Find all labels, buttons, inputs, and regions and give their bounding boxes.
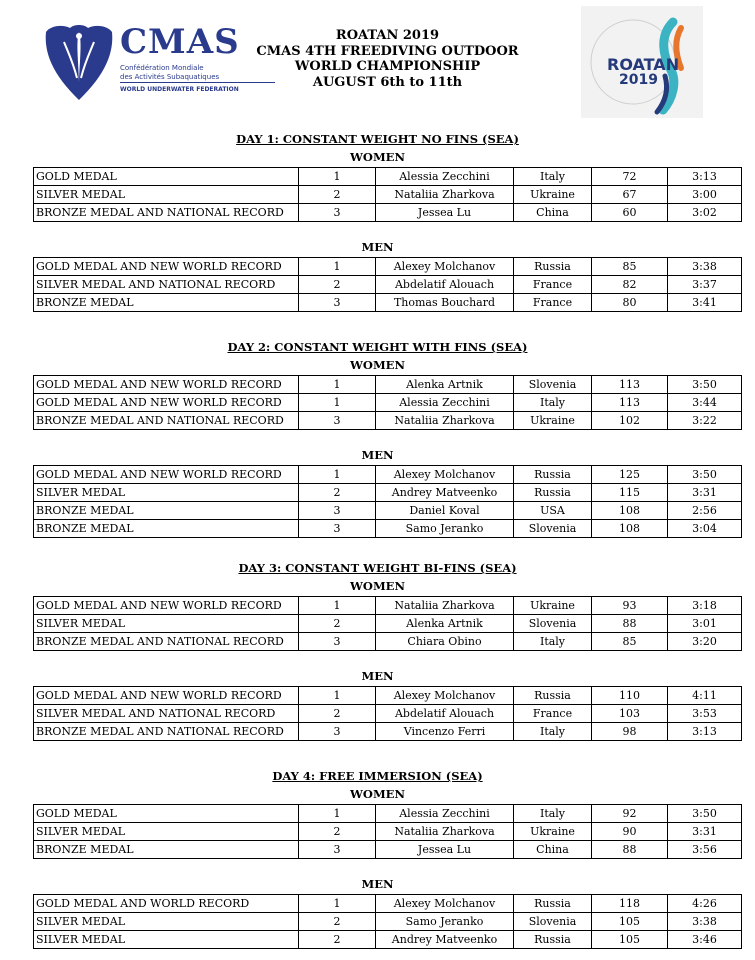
depth-cell: 80 [592,294,668,312]
athlete-cell: Abdelatif Alouach [376,276,514,294]
athlete-cell: Chiara Obino [376,633,514,651]
rank-cell: 3 [299,412,376,430]
event-title-line: AUGUST 6th to 11th [312,74,463,90]
medal-cell: GOLD MEDAL AND NEW WORLD RECORD [34,376,299,394]
country-cell: France [514,705,592,723]
rank-cell: 2 [299,276,376,294]
athlete-cell: Jessea Lu [376,841,514,859]
depth-cell: 72 [592,168,668,186]
results-table [33,894,742,949]
roatan-name: ROATAN [607,55,680,74]
time-cell: 3:53 [668,705,742,723]
category-title: MEN [361,448,394,462]
country-cell: Ukraine [514,186,592,204]
event-title-line: ROATAN 2019 [335,28,440,43]
rank-cell: 1 [299,466,376,484]
rank-cell: 2 [299,823,376,841]
medal-cell: GOLD MEDAL [34,168,299,186]
rank-cell: 3 [299,502,376,520]
table-row [34,687,742,705]
table-row [34,841,742,859]
country-cell: Ukraine [514,823,592,841]
depth-cell: 105 [592,931,668,949]
rank-cell: 1 [299,895,376,913]
depth-cell: 85 [592,258,668,276]
cmas-name-line-1: Confédération Mondiale [120,64,204,72]
time-cell: 3:50 [668,466,742,484]
rank-cell: 2 [299,615,376,633]
table-row [34,931,742,949]
results-table [33,686,742,741]
athlete-cell: Alessia Zecchini [376,805,514,823]
depth-cell: 90 [592,823,668,841]
results-table [33,167,742,222]
table-row [34,294,742,312]
medal-cell: BRONZE MEDAL [34,502,299,520]
time-cell: 3:44 [668,394,742,412]
athlete-cell: Nataliia Zharkova [376,823,514,841]
depth-cell: 113 [592,376,668,394]
medal-cell: BRONZE MEDAL [34,520,299,538]
time-cell: 3:50 [668,376,742,394]
time-cell: 3:20 [668,633,742,651]
page-header [0,0,755,122]
day-title: DAY 1: CONSTANT WEIGHT NO FINS (SEA) [236,132,519,146]
cmas-emblem-icon [40,22,118,102]
depth-cell: 60 [592,204,668,222]
country-cell: Ukraine [514,412,592,430]
athlete-cell: Alenka Artnik [376,615,514,633]
rank-cell: 1 [299,805,376,823]
table-row [34,168,742,186]
table-row [34,204,742,222]
cmas-name-line-3: WORLD UNDERWATER FEDERATION [120,86,239,93]
athlete-cell: Andrey Matveenko [376,484,514,502]
time-cell: 3:02 [668,204,742,222]
country-cell: Ukraine [514,597,592,615]
depth-cell: 93 [592,597,668,615]
medal-cell: BRONZE MEDAL AND NATIONAL RECORD [34,633,299,651]
athlete-cell: Thomas Bouchard [376,294,514,312]
medal-cell: BRONZE MEDAL [34,294,299,312]
country-cell: Slovenia [514,913,592,931]
cmas-acronym: CMAS [120,22,240,62]
table-row [34,502,742,520]
country-cell: Russia [514,484,592,502]
depth-cell: 108 [592,520,668,538]
cmas-logo [40,22,245,102]
table-row [34,258,742,276]
time-cell: 3:31 [668,484,742,502]
depth-cell: 115 [592,484,668,502]
results-table [33,804,742,859]
time-cell: 3:13 [668,168,742,186]
country-cell: Russia [514,687,592,705]
athlete-cell: Daniel Koval [376,502,514,520]
category-title: WOMEN [350,787,405,801]
athlete-cell: Alexey Molchanov [376,895,514,913]
athlete-cell: Alessia Zecchini [376,168,514,186]
table-row [34,895,742,913]
athlete-cell: Jessea Lu [376,204,514,222]
depth-cell: 105 [592,913,668,931]
table-row [34,186,742,204]
rank-cell: 3 [299,841,376,859]
time-cell: 3:46 [668,931,742,949]
rank-cell: 2 [299,913,376,931]
country-cell: France [514,294,592,312]
rank-cell: 1 [299,258,376,276]
rank-cell: 1 [299,394,376,412]
category-title: MEN [361,877,394,891]
country-cell: Russia [514,895,592,913]
athlete-cell: Abdelatif Alouach [376,705,514,723]
athlete-cell: Alessia Zecchini [376,394,514,412]
country-cell: Russia [514,931,592,949]
depth-cell: 67 [592,186,668,204]
table-row [34,633,742,651]
roatan-year: 2019 [619,72,658,88]
medal-cell: GOLD MEDAL AND NEW WORLD RECORD [34,687,299,705]
rank-cell: 3 [299,294,376,312]
depth-cell: 92 [592,805,668,823]
time-cell: 2:56 [668,502,742,520]
rank-cell: 1 [299,168,376,186]
time-cell: 3:38 [668,913,742,931]
athlete-cell: Alexey Molchanov [376,258,514,276]
depth-cell: 108 [592,502,668,520]
country-cell: Italy [514,394,592,412]
depth-cell: 125 [592,466,668,484]
country-cell: Russia [514,258,592,276]
medal-cell: SILVER MEDAL [34,823,299,841]
country-cell: Slovenia [514,520,592,538]
medal-cell: GOLD MEDAL AND WORLD RECORD [34,895,299,913]
medal-cell: SILVER MEDAL [34,615,299,633]
country-cell: Slovenia [514,376,592,394]
rank-cell: 3 [299,723,376,741]
cmas-divider [120,82,275,83]
roatan-wordmark [607,56,679,88]
category-title: WOMEN [350,358,405,372]
athlete-cell: Alexey Molchanov [376,687,514,705]
table-row [34,484,742,502]
medal-cell: BRONZE MEDAL AND NATIONAL RECORD [34,412,299,430]
depth-cell: 85 [592,633,668,651]
medal-cell: SILVER MEDAL AND NATIONAL RECORD [34,705,299,723]
rank-cell: 1 [299,687,376,705]
country-cell: Russia [514,466,592,484]
depth-cell: 110 [592,687,668,705]
category-title: MEN [361,669,394,683]
medal-cell: GOLD MEDAL [34,805,299,823]
depth-cell: 82 [592,276,668,294]
table-row [34,615,742,633]
table-row [34,823,742,841]
event-title-line: CMAS 4TH FREEDIVING OUTDOOR [256,43,519,59]
medal-cell: BRONZE MEDAL AND NATIONAL RECORD [34,723,299,741]
rank-cell: 2 [299,931,376,949]
medal-cell: BRONZE MEDAL AND NATIONAL RECORD [34,204,299,222]
country-cell: Italy [514,723,592,741]
rank-cell: 1 [299,376,376,394]
depth-cell: 98 [592,723,668,741]
day-title: DAY 3: CONSTANT WEIGHT BI-FINS (SEA) [238,561,517,575]
medal-cell: GOLD MEDAL AND NEW WORLD RECORD [34,258,299,276]
medal-cell: GOLD MEDAL AND NEW WORLD RECORD [34,597,299,615]
athlete-cell: Alenka Artnik [376,376,514,394]
rank-cell: 3 [299,204,376,222]
results-table [33,257,742,312]
event-title [255,28,520,90]
time-cell: 3:01 [668,615,742,633]
time-cell: 3:31 [668,823,742,841]
table-row [34,913,742,931]
event-title-line: WORLD CHAMPIONSHIP [294,59,481,74]
athlete-cell: Nataliia Zharkova [376,412,514,430]
depth-cell: 113 [592,394,668,412]
medal-cell: SILVER MEDAL [34,484,299,502]
table-row [34,805,742,823]
results-table [33,596,742,651]
depth-cell: 88 [592,841,668,859]
athlete-cell: Vincenzo Ferri [376,723,514,741]
medal-cell: GOLD MEDAL AND NEW WORLD RECORD [34,394,299,412]
rank-cell: 2 [299,705,376,723]
rank-cell: 3 [299,520,376,538]
time-cell: 3:04 [668,520,742,538]
athlete-cell: Nataliia Zharkova [376,597,514,615]
time-cell: 3:13 [668,723,742,741]
country-cell: China [514,204,592,222]
medal-cell: BRONZE MEDAL [34,841,299,859]
table-row [34,723,742,741]
category-title: MEN [361,240,394,254]
rank-cell: 3 [299,633,376,651]
time-cell: 3:00 [668,186,742,204]
time-cell: 4:26 [668,895,742,913]
athlete-cell: Nataliia Zharkova [376,186,514,204]
time-cell: 3:18 [668,597,742,615]
table-row [34,466,742,484]
athlete-cell: Samo Jeranko [376,520,514,538]
table-row [34,394,742,412]
time-cell: 3:56 [668,841,742,859]
time-cell: 3:22 [668,412,742,430]
results-table [33,375,742,430]
day-title: DAY 4: FREE IMMERSION (SEA) [272,769,483,783]
table-row [34,276,742,294]
table-row [34,412,742,430]
country-cell: Slovenia [514,615,592,633]
table-row [34,705,742,723]
time-cell: 4:11 [668,687,742,705]
medal-cell: SILVER MEDAL [34,186,299,204]
rank-cell: 1 [299,597,376,615]
country-cell: USA [514,502,592,520]
time-cell: 3:50 [668,805,742,823]
cmas-name-line-2: des Activités Subaquatiques [120,73,220,81]
time-cell: 3:41 [668,294,742,312]
table-row [34,376,742,394]
medal-cell: SILVER MEDAL [34,913,299,931]
athlete-cell: Andrey Matveenko [376,931,514,949]
country-cell: China [514,841,592,859]
category-title: WOMEN [350,579,405,593]
rank-cell: 2 [299,186,376,204]
medal-cell: SILVER MEDAL AND NATIONAL RECORD [34,276,299,294]
table-row [34,520,742,538]
medal-cell: SILVER MEDAL [34,931,299,949]
roatan-2019-logo [581,6,703,118]
depth-cell: 88 [592,615,668,633]
country-cell: France [514,276,592,294]
country-cell: Italy [514,633,592,651]
results-table [33,465,742,538]
athlete-cell: Samo Jeranko [376,913,514,931]
medal-cell: GOLD MEDAL AND NEW WORLD RECORD [34,466,299,484]
time-cell: 3:38 [668,258,742,276]
rank-cell: 2 [299,484,376,502]
depth-cell: 102 [592,412,668,430]
time-cell: 3:37 [668,276,742,294]
athlete-cell: Alexey Molchanov [376,466,514,484]
depth-cell: 103 [592,705,668,723]
depth-cell: 118 [592,895,668,913]
table-row [34,597,742,615]
day-title: DAY 2: CONSTANT WEIGHT WITH FINS (SEA) [227,340,528,354]
category-title: WOMEN [350,150,405,164]
country-cell: Italy [514,805,592,823]
country-cell: Italy [514,168,592,186]
